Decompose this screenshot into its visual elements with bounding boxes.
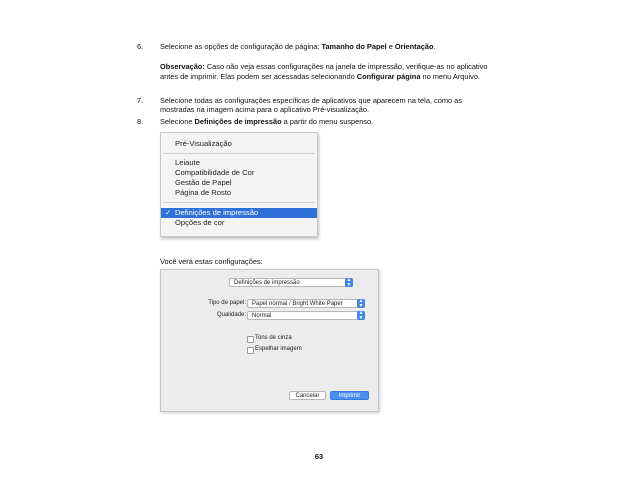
menu-separator <box>163 153 315 154</box>
quality-select[interactable] <box>247 311 365 320</box>
menu-separator <box>163 202 315 203</box>
note-line-1-rest: Caso não veja essas configurações na janela de impressão, verifique-as no aplicativo <box>204 62 488 71</box>
print-settings-dialog <box>160 269 379 412</box>
step-8-bold: Definições de impressão <box>194 117 282 126</box>
step-7-line-2: mostradas na imagem acima para o aplicativo Pré-visualização. <box>160 105 370 114</box>
note-line-2-pre: antes de imprimir. Elas podem ser acessadas selecionando <box>160 72 357 81</box>
step-7-number: 7. <box>137 96 144 105</box>
checkmark-icon: ✓ <box>165 208 172 217</box>
print-button[interactable]: Imprimir <box>330 391 369 400</box>
step-8-number: 8. <box>137 117 144 126</box>
step-6-text <box>160 42 436 52</box>
panel-select-value: Definições de impressão <box>234 280 300 286</box>
menu-item-leiaute[interactable]: Leiaute <box>175 158 200 167</box>
step-8-text <box>160 117 373 127</box>
panel-select[interactable] <box>229 278 353 287</box>
paper-type-label: Tipo de papel: <box>208 300 246 306</box>
grayscale-label: Tons de cinza <box>255 335 292 341</box>
note-line-1 <box>160 62 487 72</box>
paper-type-select[interactable] <box>247 299 365 308</box>
quality-label: Qualidade: <box>216 312 246 318</box>
chevron-updown-icon: ▲ ▼ <box>346 277 352 288</box>
mirror-image-label: Espelhar imagem <box>255 346 302 352</box>
print-options-menu <box>160 132 318 237</box>
menu-item-pagina-de-rosto[interactable]: Página de Rosto <box>175 188 232 197</box>
step-6-pre: Selecione as opções de configuração de página: <box>160 42 322 51</box>
cancel-button[interactable]: Cancelar <box>289 391 326 400</box>
step-6-mid: e <box>386 42 395 51</box>
quality-value: Normal <box>252 313 272 319</box>
grayscale-checkbox[interactable] <box>247 336 254 343</box>
menu-item-definicoes-de-impressao[interactable] <box>161 208 317 218</box>
note-label: Observação: <box>160 62 205 71</box>
menu-item-compatibilidade-de-cor[interactable]: Compatibilidade de Cor <box>175 168 255 177</box>
menu-item-gestao-de-papel[interactable]: Gestão de Papel <box>175 178 232 187</box>
step-8-pre: Selecione <box>160 117 195 126</box>
step-6-post: . <box>433 42 436 51</box>
step-6-bold-2: Orientação <box>394 42 434 51</box>
menu-item-opcoes-de-cor[interactable]: Opções de cor <box>175 218 225 227</box>
step-8-post: a partir do menu suspenso. <box>281 117 374 126</box>
note-line-2-post: no menu Arquivo. <box>420 72 481 81</box>
step-6-number: 6. <box>137 42 144 51</box>
paper-type-value: Papel normal / Bright White Paper <box>252 301 343 307</box>
step-6-bold-1: Tamanho do Papel <box>321 42 387 51</box>
chevron-updown-icon: ▲ ▼ <box>358 310 364 321</box>
page-number: 63 <box>314 452 324 461</box>
mirror-image-checkbox[interactable] <box>247 347 254 354</box>
step-7-line-1: Selecione todas as configurações específicas de aplicativos que aparecem na tela, como as <box>160 96 462 105</box>
menu-item-label: Definições de impressão <box>175 208 259 217</box>
note-line-2-bold: Configurar página <box>356 72 421 81</box>
chevron-updown-icon: ▲ ▼ <box>358 298 364 309</box>
caption: Você verá estas configurações: <box>160 257 263 266</box>
menu-item-pre-visualizacao[interactable]: Pré-Visualização <box>175 139 232 148</box>
note-line-2 <box>160 72 480 82</box>
